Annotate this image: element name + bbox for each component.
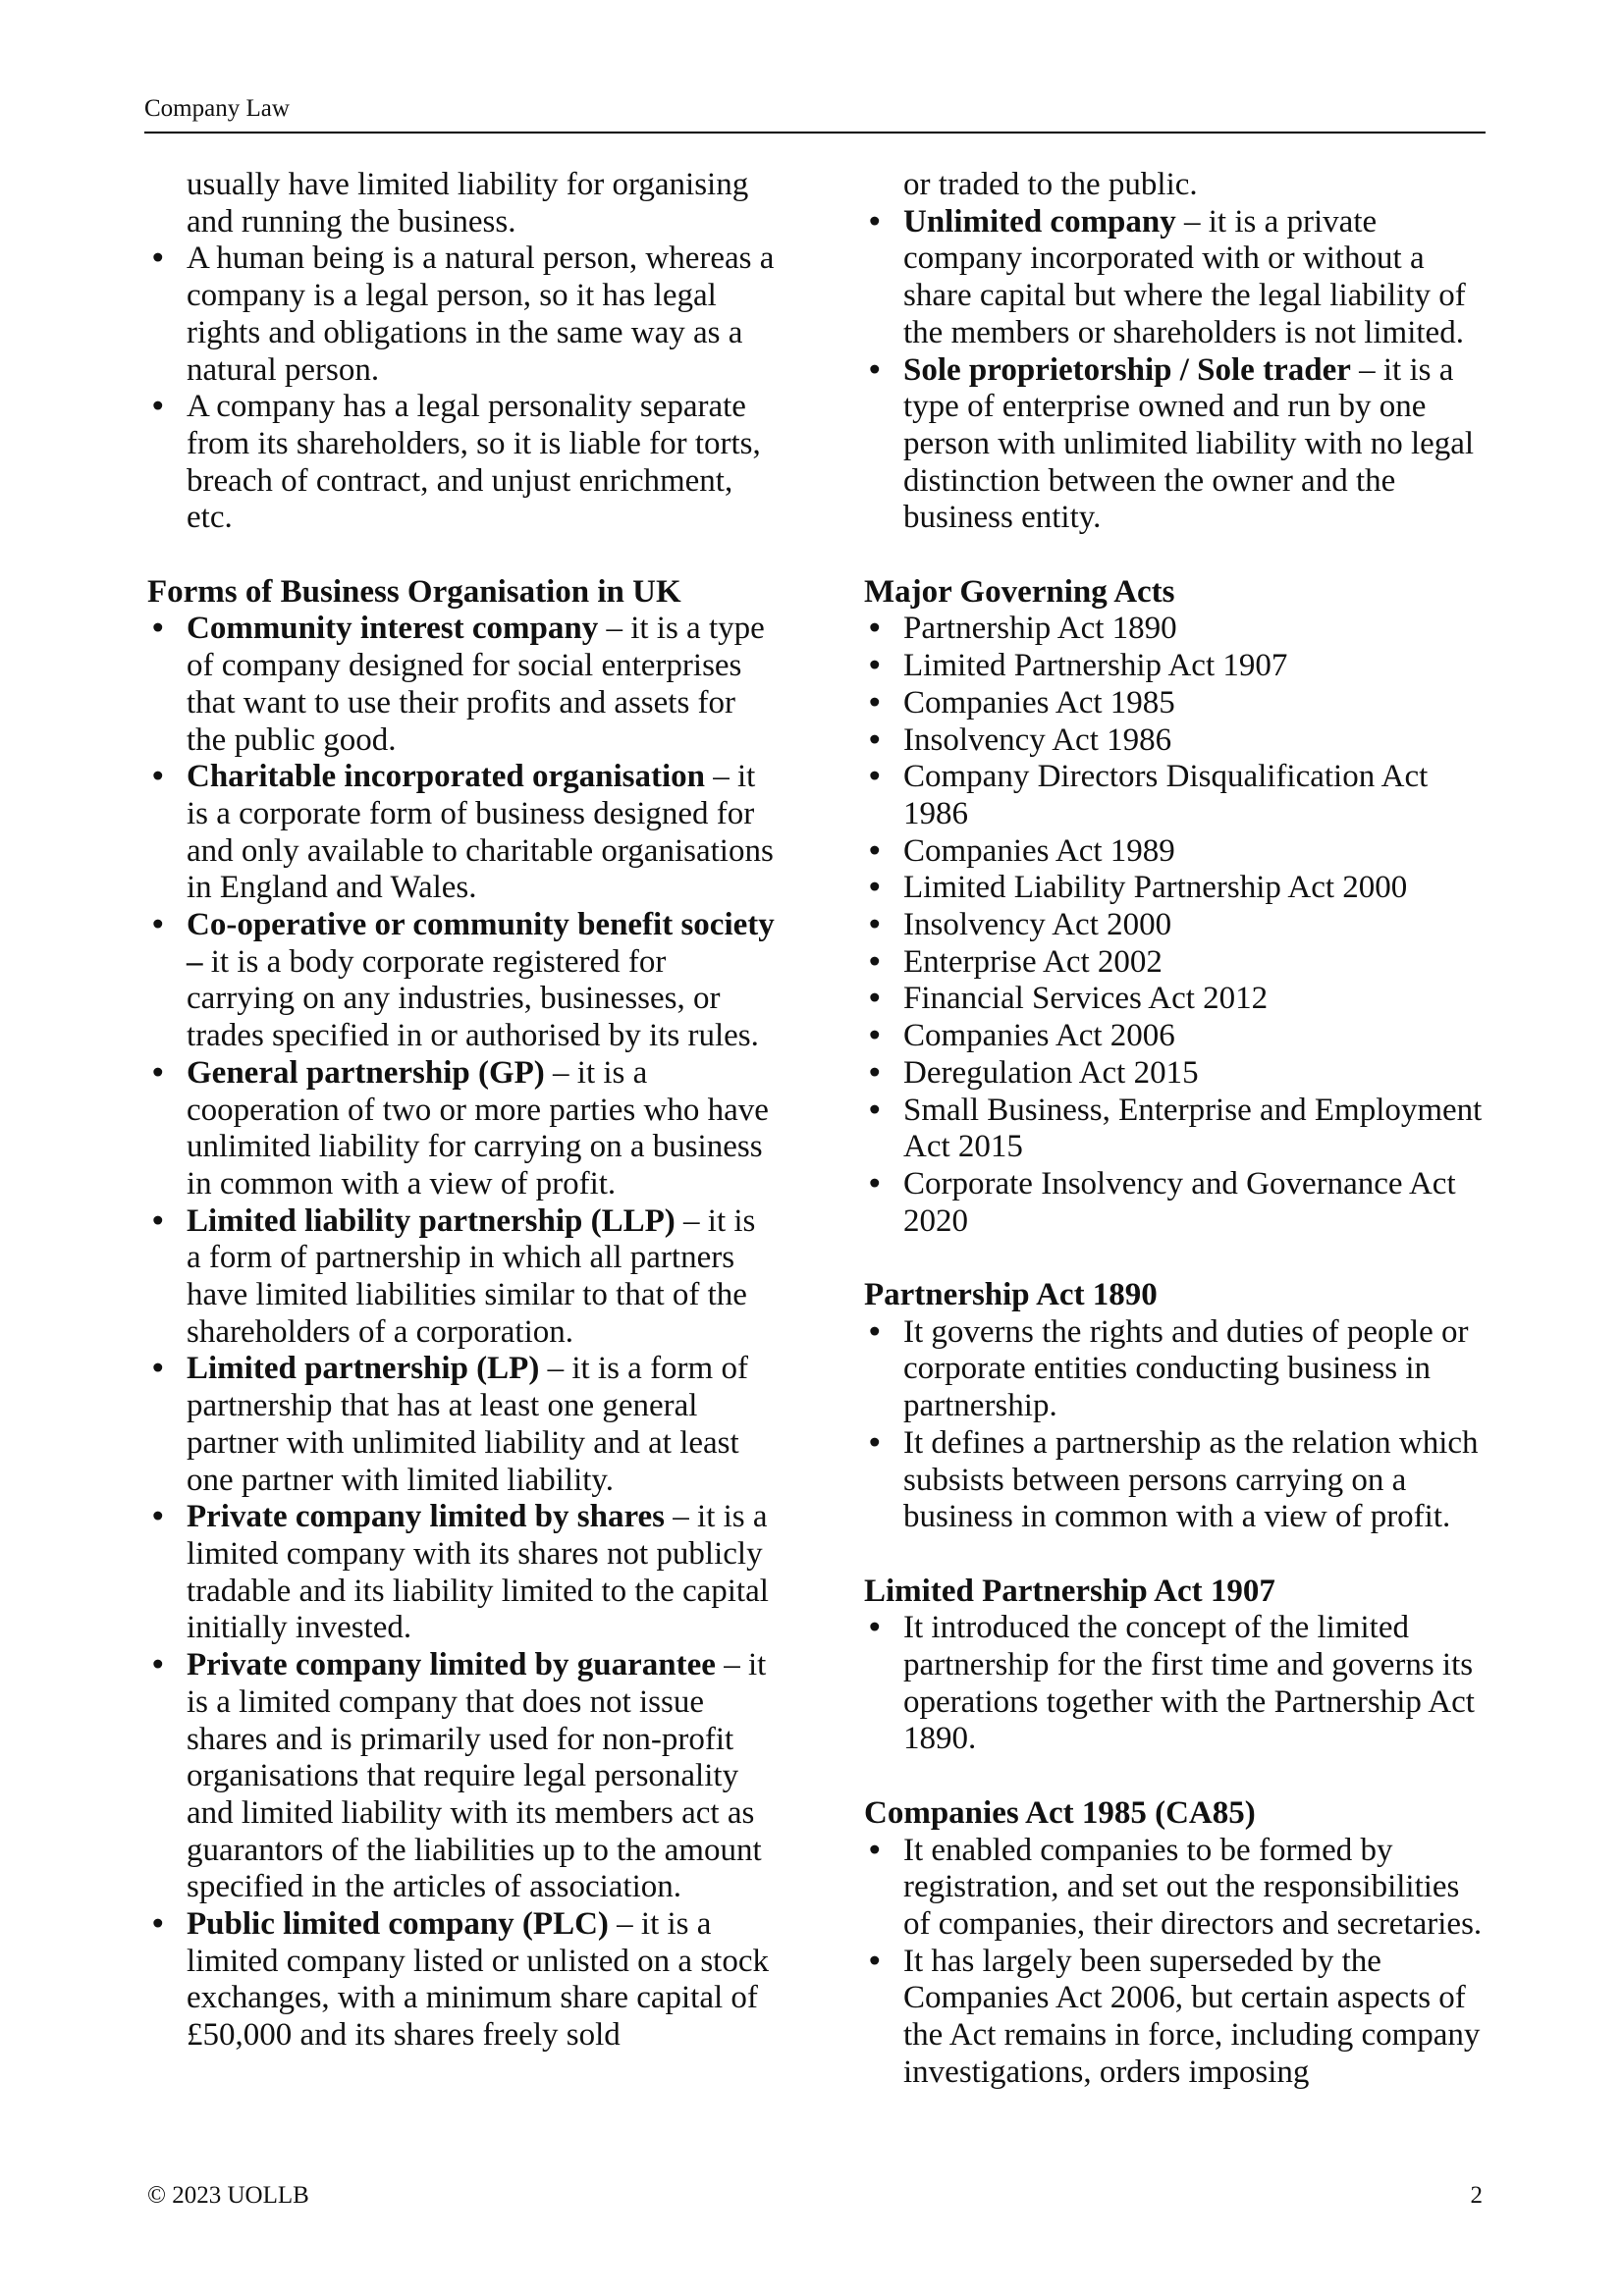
term: Community interest company (187, 611, 599, 647)
definition: – it is a limited company with its shares not publicly tradable and its liability limited to the capital initially invested. (187, 1499, 769, 1646)
list-item (864, 352, 1492, 538)
intro-list (147, 240, 776, 537)
list-item: • Company Directors Disqualification Act 1986 (864, 759, 1492, 832)
term: Sole proprietorship / Sole trader (903, 351, 1351, 388)
lpa1907-list (864, 1610, 1492, 1758)
list-item (147, 907, 776, 1055)
header-rule (144, 132, 1486, 133)
section-heading-ca85: Companies Act 1985 (CA85) (864, 1794, 1256, 1831)
page-number: 2 (1470, 2182, 1483, 2209)
term: Unlimited company (903, 203, 1176, 240)
section-heading-lpa1907: Limited Partnership Act 1907 (864, 1573, 1275, 1609)
right-column (864, 167, 1492, 2092)
list-item: • Deregulation Act 2015 (864, 1055, 1492, 1093)
forms-list (147, 611, 776, 2054)
definition: – it is a form of partnership in which all partners have limited liabilities similar to that of the shareholders of a corporation. (187, 1202, 756, 1350)
list-item: • Companies Act 1989 (864, 833, 1492, 871)
pa1890-list (864, 1314, 1492, 1536)
term: Private company limited by shares (187, 1499, 666, 1535)
list-item: • Companies Act 1985 (864, 685, 1492, 722)
list-item (147, 1055, 776, 1203)
definition: it is a body corporate registered for carrying on any industries, businesses, or trades specified in or authorised by its rules. (187, 943, 759, 1054)
footer-copyright: © 2023 UOLLB (147, 2182, 309, 2209)
list-item (147, 1647, 776, 1906)
list-item (147, 1499, 776, 1647)
section-heading-acts: Major Governing Acts (864, 573, 1175, 610)
list-item: • A human being is a natural person, whereas a company is a legal person, so it has legal rights and obligations in the same way as a natural person. (147, 240, 776, 389)
list-item: • Small Business, Enterprise and Employment Act 2015 (864, 1093, 1492, 1166)
list-item: • Limited Liability Partnership Act 2000 (864, 870, 1492, 907)
list-item: • Partnership Act 1890 (864, 611, 1492, 648)
running-header: Company Law (144, 95, 290, 122)
term: Charitable incorporated organisation (187, 759, 705, 795)
term: Limited liability partnership (LLP) (187, 1202, 676, 1239)
ca85-list (864, 1833, 1492, 2092)
continued-text: usually have limited liability for organising and running the business. (187, 167, 749, 240)
list-item: • It enabled companies to be formed by registration, and set out the responsibilities of companies, their directors and secretaries. (864, 1833, 1492, 1944)
left-column (147, 167, 776, 2055)
definition: – it is a limited company that does not issue shares and is primarily used for non-profit organisations that require legal personality and limited liability with its members act as guarantors of the liabilities up to the amount specified in the articles of association. (187, 1647, 767, 1905)
list-item (147, 1203, 776, 1352)
list-item: • It introduced the concept of the limited partnership for the first time and governs its operations together with the Partnership Act 1890. (864, 1610, 1492, 1758)
list-item: • Companies Act 2006 (864, 1018, 1492, 1055)
list-item: • Limited Partnership Act 1907 (864, 648, 1492, 685)
list-item (864, 204, 1492, 352)
list-item: • It defines a partnership as the relation which subsists between persons carrying on a business in common with a view of profit. (864, 1425, 1492, 1536)
list-item: • A company has a legal personality separate from its shareholders, so it is liable for torts, breach of contract, and unjust enrichment, etc. (147, 389, 776, 537)
forms-list-continued (864, 204, 1492, 537)
definition: – it is a corporate form of business designed for and only available to charitable organisations in England and Wales. (187, 759, 774, 906)
definition: – it is a limited company listed or unlisted on a stock exchanges, with a minimum share capital of £50,000 and its shares freely sold (187, 1906, 769, 2054)
term: Private company limited by guarantee (187, 1647, 716, 1683)
continued-text: or traded to the public. (903, 167, 1198, 202)
list-item (147, 1906, 776, 2055)
list-item: • Enterprise Act 2002 (864, 944, 1492, 982)
definition: – it is a type of company designed for social enterprises that want to use their profits and assets for the public good. (187, 611, 765, 758)
list-item: • It has largely been superseded by the Companies Act 2006, but certain aspects of the Act remains in force, including company investigations, orders imposing (864, 1944, 1492, 2092)
definition: – it is a cooperation of two or more parties who have unlimited liability for carrying on a business in common with a view of profit. (187, 1054, 769, 1201)
term: Public limited company (PLC) (187, 1906, 609, 1943)
term: General partnership (GP) (187, 1054, 545, 1091)
list-item: • It governs the rights and duties of people or corporate entities conducting business in partnership. (864, 1314, 1492, 1425)
definition: – it is a form of partnership that has at least one general partner with unlimited liability and at least one partner with limited liability. (187, 1351, 748, 1498)
list-item (147, 611, 776, 759)
list-item (147, 1351, 776, 1499)
term: Co-operative or community benefit society – (187, 907, 775, 980)
section-heading-pa1890: Partnership Act 1890 (864, 1277, 1158, 1313)
section-heading-forms: Forms of Business Organisation in UK (147, 573, 681, 610)
term: Limited partnership (LP) (187, 1351, 540, 1387)
definition: – it is a private company incorporated with or without a share capital but where the legal liability of the members or shareholders is not limited. (903, 203, 1466, 350)
list-item: • Financial Services Act 2012 (864, 981, 1492, 1018)
list-item: • Corporate Insolvency and Governance Act 2020 (864, 1166, 1492, 1240)
definition: – it is a type of enterprise owned and run by one person with unlimited liability with no legal distinction between the owner and the business entity. (903, 351, 1475, 536)
list-item: • Insolvency Act 2000 (864, 907, 1492, 944)
list-item: • Insolvency Act 1986 (864, 722, 1492, 760)
list-item (147, 759, 776, 907)
acts-list (864, 611, 1492, 1240)
